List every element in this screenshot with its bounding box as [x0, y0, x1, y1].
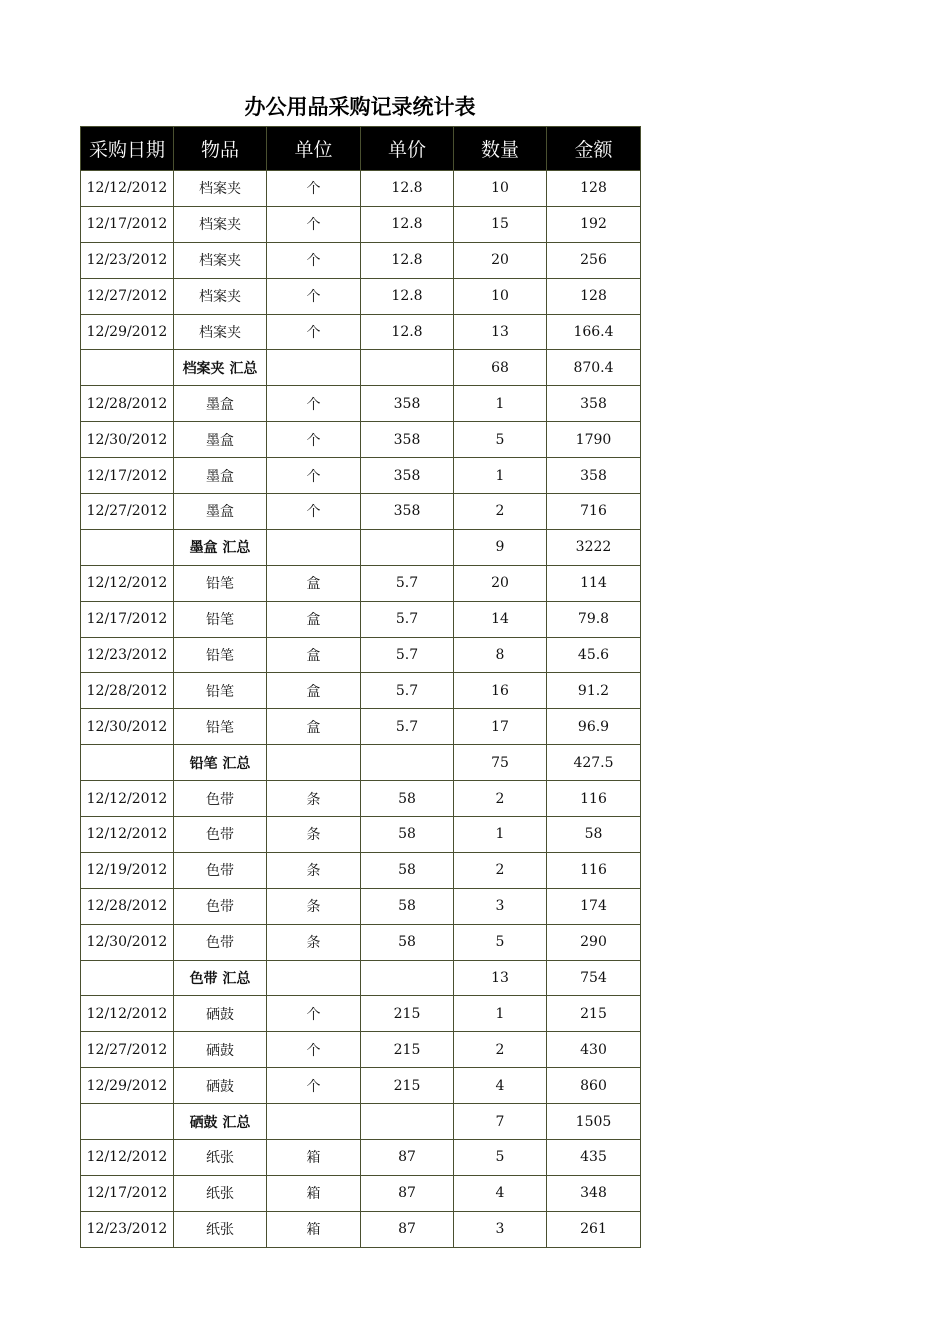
price-cell: 358 [361, 386, 454, 422]
date-cell: 12/30/2012 [81, 924, 174, 960]
quantity-cell: 3 [454, 1211, 547, 1247]
item-cell: 铅笔 [174, 709, 267, 745]
amount-cell: 290 [547, 924, 641, 960]
amount-cell: 427.5 [547, 745, 641, 781]
table-row [81, 422, 641, 458]
date-cell [81, 1104, 174, 1140]
unit-cell: 个 [267, 422, 361, 458]
amount-cell: 348 [547, 1175, 641, 1211]
quantity-cell: 5 [454, 1140, 547, 1176]
item-cell: 色带 [174, 781, 267, 817]
table-row [81, 386, 641, 422]
unit-cell: 个 [267, 171, 361, 207]
date-cell: 12/12/2012 [81, 565, 174, 601]
table-row [81, 1068, 641, 1104]
date-cell: 12/23/2012 [81, 1211, 174, 1247]
unit-cell: 个 [267, 1032, 361, 1068]
date-cell: 12/19/2012 [81, 852, 174, 888]
quantity-cell: 16 [454, 673, 547, 709]
date-cell: 12/12/2012 [81, 781, 174, 817]
unit-cell: 盒 [267, 565, 361, 601]
header-item: 物品 [174, 127, 267, 171]
item-cell: 档案夹 [174, 171, 267, 207]
quantity-cell: 2 [454, 852, 547, 888]
item-cell: 铅笔 [174, 673, 267, 709]
table-row [81, 494, 641, 530]
price-cell: 12.8 [361, 206, 454, 242]
price-cell [361, 745, 454, 781]
price-cell: 5.7 [361, 673, 454, 709]
price-cell: 12.8 [361, 314, 454, 350]
unit-cell: 箱 [267, 1175, 361, 1211]
subtotal-label: 档案夹 汇总 [174, 350, 267, 386]
quantity-cell: 1 [454, 458, 547, 494]
price-cell: 12.8 [361, 278, 454, 314]
quantity-cell: 7 [454, 1104, 547, 1140]
price-cell: 87 [361, 1211, 454, 1247]
table-row [81, 1032, 641, 1068]
amount-cell: 45.6 [547, 637, 641, 673]
unit-cell [267, 960, 361, 996]
table-row [81, 458, 641, 494]
price-cell: 58 [361, 781, 454, 817]
table-body [81, 171, 641, 1248]
subtotal-row [81, 350, 641, 386]
quantity-cell: 2 [454, 781, 547, 817]
date-cell: 12/17/2012 [81, 458, 174, 494]
table-row [81, 888, 641, 924]
item-cell: 铅笔 [174, 637, 267, 673]
item-cell: 纸张 [174, 1211, 267, 1247]
date-cell: 12/29/2012 [81, 1068, 174, 1104]
table-row [81, 852, 641, 888]
item-cell: 档案夹 [174, 242, 267, 278]
unit-cell: 个 [267, 386, 361, 422]
item-cell: 墨盒 [174, 494, 267, 530]
date-cell: 12/12/2012 [81, 996, 174, 1032]
amount-cell: 754 [547, 960, 641, 996]
table-row [81, 637, 641, 673]
amount-cell: 1505 [547, 1104, 641, 1140]
item-cell: 纸张 [174, 1140, 267, 1176]
price-cell: 58 [361, 924, 454, 960]
subtotal-row [81, 1104, 641, 1140]
price-cell [361, 960, 454, 996]
quantity-cell: 10 [454, 171, 547, 207]
amount-cell: 860 [547, 1068, 641, 1104]
amount-cell: 58 [547, 817, 641, 853]
date-cell: 12/17/2012 [81, 1175, 174, 1211]
price-cell: 5.7 [361, 565, 454, 601]
amount-cell: 91.2 [547, 673, 641, 709]
date-cell: 12/23/2012 [81, 637, 174, 673]
unit-cell: 条 [267, 852, 361, 888]
quantity-cell: 5 [454, 422, 547, 458]
table-row [81, 996, 641, 1032]
subtotal-row [81, 960, 641, 996]
unit-cell: 个 [267, 996, 361, 1032]
item-cell: 硒鼓 [174, 1068, 267, 1104]
item-cell: 色带 [174, 888, 267, 924]
amount-cell: 128 [547, 171, 641, 207]
header-amount: 金额 [547, 127, 641, 171]
table-row [81, 278, 641, 314]
table-row [81, 817, 641, 853]
table-row [81, 314, 641, 350]
quantity-cell: 2 [454, 494, 547, 530]
header-quantity: 数量 [454, 127, 547, 171]
price-cell: 5.7 [361, 637, 454, 673]
price-cell: 87 [361, 1175, 454, 1211]
amount-cell: 435 [547, 1140, 641, 1176]
unit-cell: 箱 [267, 1211, 361, 1247]
item-cell: 档案夹 [174, 206, 267, 242]
amount-cell: 192 [547, 206, 641, 242]
amount-cell: 716 [547, 494, 641, 530]
table-row [81, 924, 641, 960]
unit-cell: 条 [267, 924, 361, 960]
table-row [81, 1211, 641, 1247]
quantity-cell: 2 [454, 1032, 547, 1068]
amount-cell: 1790 [547, 422, 641, 458]
price-cell: 5.7 [361, 709, 454, 745]
item-cell: 墨盒 [174, 386, 267, 422]
date-cell: 12/28/2012 [81, 888, 174, 924]
date-cell [81, 529, 174, 565]
quantity-cell: 20 [454, 242, 547, 278]
amount-cell: 79.8 [547, 601, 641, 637]
amount-cell: 430 [547, 1032, 641, 1068]
price-cell: 215 [361, 1068, 454, 1104]
price-cell: 87 [361, 1140, 454, 1176]
date-cell: 12/29/2012 [81, 314, 174, 350]
date-cell: 12/28/2012 [81, 673, 174, 709]
table-row [81, 171, 641, 207]
subtotal-label: 墨盒 汇总 [174, 529, 267, 565]
unit-cell: 个 [267, 242, 361, 278]
table-row [81, 1140, 641, 1176]
subtotal-row [81, 529, 641, 565]
unit-cell [267, 745, 361, 781]
price-cell: 58 [361, 888, 454, 924]
date-cell: 12/17/2012 [81, 601, 174, 637]
quantity-cell: 1 [454, 996, 547, 1032]
amount-cell: 215 [547, 996, 641, 1032]
unit-cell: 个 [267, 314, 361, 350]
item-cell: 墨盒 [174, 422, 267, 458]
table-row [81, 1175, 641, 1211]
amount-cell: 358 [547, 458, 641, 494]
price-cell: 215 [361, 996, 454, 1032]
date-cell: 12/28/2012 [81, 386, 174, 422]
quantity-cell: 75 [454, 745, 547, 781]
item-cell: 色带 [174, 817, 267, 853]
unit-cell: 个 [267, 278, 361, 314]
quantity-cell: 20 [454, 565, 547, 601]
item-cell: 墨盒 [174, 458, 267, 494]
table-row [81, 601, 641, 637]
date-cell: 12/27/2012 [81, 278, 174, 314]
date-cell [81, 745, 174, 781]
price-cell: 12.8 [361, 171, 454, 207]
amount-cell: 116 [547, 852, 641, 888]
date-cell: 12/27/2012 [81, 494, 174, 530]
item-cell: 铅笔 [174, 601, 267, 637]
header-price: 单价 [361, 127, 454, 171]
amount-cell: 261 [547, 1211, 641, 1247]
subtotal-label: 色带 汇总 [174, 960, 267, 996]
subtotal-label: 硒鼓 汇总 [174, 1104, 267, 1140]
unit-cell: 条 [267, 781, 361, 817]
quantity-cell: 9 [454, 529, 547, 565]
price-cell [361, 350, 454, 386]
date-cell: 12/17/2012 [81, 206, 174, 242]
amount-cell: 128 [547, 278, 641, 314]
table-row [81, 709, 641, 745]
amount-cell: 3222 [547, 529, 641, 565]
price-cell: 58 [361, 852, 454, 888]
quantity-cell: 15 [454, 206, 547, 242]
quantity-cell: 5 [454, 924, 547, 960]
subtotal-label: 铅笔 汇总 [174, 745, 267, 781]
date-cell [81, 350, 174, 386]
price-cell: 215 [361, 1032, 454, 1068]
amount-cell: 96.9 [547, 709, 641, 745]
table-row [81, 781, 641, 817]
item-cell: 色带 [174, 924, 267, 960]
price-cell: 358 [361, 458, 454, 494]
quantity-cell: 13 [454, 314, 547, 350]
amount-cell: 256 [547, 242, 641, 278]
unit-cell: 箱 [267, 1140, 361, 1176]
amount-cell: 116 [547, 781, 641, 817]
item-cell: 铅笔 [174, 565, 267, 601]
unit-cell: 条 [267, 888, 361, 924]
date-cell: 12/23/2012 [81, 242, 174, 278]
unit-cell: 条 [267, 817, 361, 853]
quantity-cell: 68 [454, 350, 547, 386]
price-cell: 358 [361, 494, 454, 530]
amount-cell: 174 [547, 888, 641, 924]
header-row [81, 127, 641, 171]
date-cell [81, 960, 174, 996]
item-cell: 档案夹 [174, 314, 267, 350]
price-cell: 358 [361, 422, 454, 458]
amount-cell: 358 [547, 386, 641, 422]
item-cell: 色带 [174, 852, 267, 888]
unit-cell [267, 529, 361, 565]
price-cell [361, 529, 454, 565]
header-unit: 单位 [267, 127, 361, 171]
unit-cell: 个 [267, 206, 361, 242]
item-cell: 档案夹 [174, 278, 267, 314]
price-cell: 58 [361, 817, 454, 853]
unit-cell: 个 [267, 1068, 361, 1104]
date-cell: 12/12/2012 [81, 171, 174, 207]
table-row [81, 565, 641, 601]
unit-cell: 个 [267, 494, 361, 530]
date-cell: 12/30/2012 [81, 422, 174, 458]
price-cell [361, 1104, 454, 1140]
unit-cell: 盒 [267, 637, 361, 673]
date-cell: 12/12/2012 [81, 817, 174, 853]
quantity-cell: 4 [454, 1175, 547, 1211]
quantity-cell: 10 [454, 278, 547, 314]
unit-cell: 盒 [267, 673, 361, 709]
table-row [81, 242, 641, 278]
date-cell: 12/27/2012 [81, 1032, 174, 1068]
quantity-cell: 14 [454, 601, 547, 637]
unit-cell: 个 [267, 458, 361, 494]
date-cell: 12/12/2012 [81, 1140, 174, 1176]
quantity-cell: 4 [454, 1068, 547, 1104]
table-row [81, 206, 641, 242]
price-cell: 5.7 [361, 601, 454, 637]
price-cell: 12.8 [361, 242, 454, 278]
unit-cell: 盒 [267, 709, 361, 745]
amount-cell: 166.4 [547, 314, 641, 350]
amount-cell: 870.4 [547, 350, 641, 386]
purchase-table [80, 126, 641, 1248]
unit-cell [267, 350, 361, 386]
subtotal-row [81, 745, 641, 781]
item-cell: 纸张 [174, 1175, 267, 1211]
quantity-cell: 3 [454, 888, 547, 924]
quantity-cell: 1 [454, 817, 547, 853]
unit-cell [267, 1104, 361, 1140]
quantity-cell: 1 [454, 386, 547, 422]
quantity-cell: 17 [454, 709, 547, 745]
amount-cell: 114 [547, 565, 641, 601]
quantity-cell: 8 [454, 637, 547, 673]
quantity-cell: 13 [454, 960, 547, 996]
item-cell: 硒鼓 [174, 1032, 267, 1068]
table-row [81, 673, 641, 709]
item-cell: 硒鼓 [174, 996, 267, 1032]
header-date: 采购日期 [81, 127, 174, 171]
unit-cell: 盒 [267, 601, 361, 637]
date-cell: 12/30/2012 [81, 709, 174, 745]
page-title: 办公用品采购记录统计表 [244, 95, 476, 119]
